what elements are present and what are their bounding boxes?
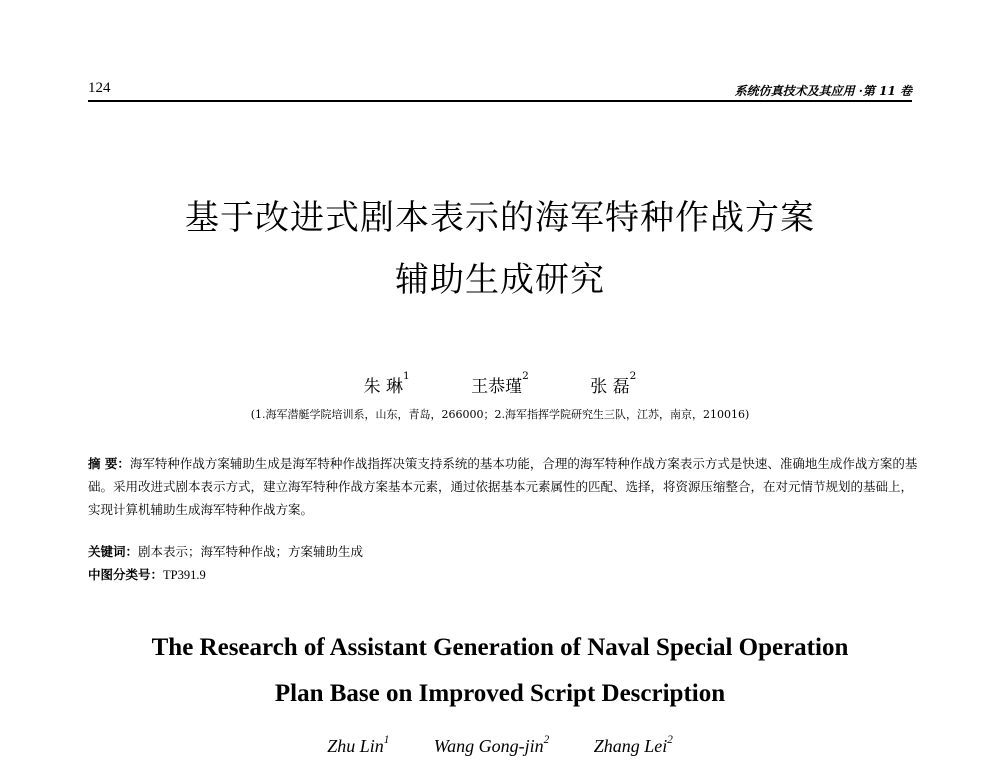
- author-cn: 张 磊$^2$: [590, 370, 637, 397]
- chinese-authors: [0, 372, 1000, 397]
- english-title-line-2: Plan Base on Improved Script Description: [274, 680, 726, 707]
- english-title-line-1: The Research of Assistant Generation of Naval Special Operation: [151, 634, 849, 661]
- page-number: 124: [88, 80, 111, 96]
- classification: [88, 563, 918, 587]
- running-header: [88, 80, 912, 102]
- keywords-text: 剧本表示；海军特种作战；方案辅助生成: [138, 544, 364, 559]
- classification-code: TP391.9: [163, 568, 206, 582]
- author-en: Zhang Lei$^2$: [593, 734, 673, 756]
- classification-label: 中图分类号：: [88, 567, 164, 582]
- abstract: [88, 452, 918, 521]
- abstract-label: 摘 要：: [88, 456, 130, 471]
- keywords: [88, 540, 918, 563]
- journal-title: 系统仿真技术及其应用 ·第 11 卷: [734, 84, 912, 98]
- author-cn: 王恭瑾$^2$: [471, 370, 529, 397]
- abstract-text: 海军特种作战方案辅助生成是海军特种作战指挥决策支持系统的基本功能，合理的海军特种作战方案表示方式是快速、准确地生成作战方案的基础。采用改进式剧本表示方式，建立海军特种作战方案基本元素，通过依据基本元素属性的匹配、选择，将资源压缩整合，在对元情节规划的基础上，实现计算机辅助生成海军特种作战方案。: [88, 456, 918, 517]
- affiliations: (1.海军潜艇学院培训系，山东，青岛，266000；2.海军指挥学院研究生三队，江苏，南京，210016): [250, 408, 750, 421]
- keywords-label: 关键词：: [88, 544, 139, 559]
- chinese-title-line-2: 辅助生成研究: [395, 260, 605, 300]
- author-en: Zhu Lin$^1$: [327, 734, 390, 756]
- english-authors: [0, 736, 1000, 757]
- author-en: Wang Gong-jin$^2$: [433, 734, 550, 756]
- author-cn: 朱 琳$^1$: [363, 370, 410, 397]
- chinese-title-line-1: 基于改进式剧本表示的海军特种作战方案: [185, 198, 815, 238]
